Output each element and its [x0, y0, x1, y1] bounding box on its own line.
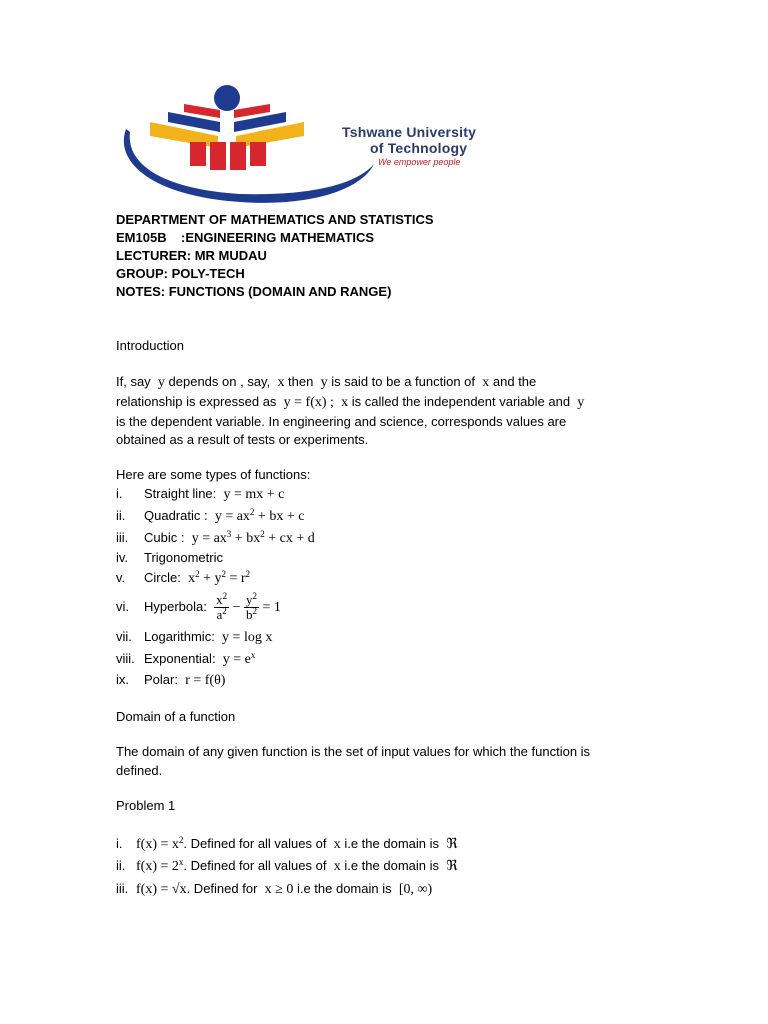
list-number: v.	[116, 570, 126, 585]
course-line: EM105B :ENGINEERING MATHEMATICS	[116, 230, 375, 245]
domain-value: [0, ∞)	[398, 882, 433, 897]
math-var: x	[333, 859, 341, 874]
introduction-heading: Introduction	[116, 338, 184, 353]
text-run: i.e the domain is	[293, 881, 396, 896]
type-item-logarithmic	[116, 627, 272, 647]
exponent: x	[250, 650, 256, 660]
domain-value: ℜ	[446, 859, 458, 874]
university-tagline: We empower people	[378, 157, 461, 167]
text-run: depends on , say,	[164, 374, 274, 389]
problem1-item-1	[116, 834, 458, 854]
function-eq	[136, 837, 183, 852]
type-label: Hyperbola:	[144, 599, 215, 614]
text-run: i.e the domain is	[340, 858, 443, 873]
exponent: 2	[252, 591, 257, 602]
math-var: x ≥ 0	[264, 882, 294, 897]
text-run: . Defined for	[186, 881, 262, 896]
text-run: i.e the domain is	[340, 836, 443, 851]
intro-paragraph-line1	[116, 372, 536, 392]
function-eq: f(x) = √x	[136, 882, 187, 897]
type-label: Quadratic :	[144, 508, 215, 523]
list-number: iv.	[116, 550, 129, 565]
list-number: i.	[116, 836, 123, 851]
type-item-circle	[116, 568, 250, 588]
type-item-exponential	[116, 649, 255, 669]
university-name-line1: Tshwane University	[342, 124, 477, 140]
exponent: 2	[222, 606, 227, 617]
department-line: DEPARTMENT OF MATHEMATICS AND STATISTICS	[116, 212, 434, 227]
text-run: and the	[492, 374, 537, 389]
university-name	[342, 124, 476, 156]
notes-title-line: NOTES: FUNCTIONS (DOMAIN AND RANGE)	[116, 284, 392, 299]
text-run: If, say	[116, 374, 155, 389]
types-heading: Here are some types of functions:	[116, 467, 311, 482]
denominator	[214, 608, 229, 622]
exponent: 2	[221, 569, 226, 579]
math-var: y	[157, 375, 165, 390]
math-var: x	[277, 375, 285, 390]
type-item-quadratic	[116, 506, 304, 526]
type-equation	[192, 531, 315, 546]
math-var: y	[320, 375, 328, 390]
exponent: 2	[245, 569, 251, 579]
type-label: Circle:	[144, 570, 189, 585]
text-run: . Defined for all values of	[183, 858, 331, 873]
type-label: Trigonometric	[144, 550, 223, 565]
text-run: relationship is expressed as	[116, 394, 281, 409]
type-label: Straight line:	[144, 486, 224, 501]
domain-definition-line2: defined.	[116, 763, 163, 778]
math-var: x	[216, 592, 223, 608]
logo-red-block-1	[190, 142, 206, 166]
math-var: x	[341, 395, 349, 410]
eq-part: = 1	[259, 600, 281, 615]
eq-part: y = e	[222, 652, 251, 667]
minus-sign: −	[229, 600, 244, 615]
type-equation	[215, 509, 305, 524]
type-item-cubic	[116, 528, 315, 548]
fraction-y2-over-b2	[244, 593, 259, 622]
exponent: 2	[260, 529, 265, 539]
intro-paragraph-line4: obtained as a result of tests or experiments.	[116, 432, 369, 447]
eq-part: = r	[225, 571, 246, 586]
type-equation: r = f(θ)	[185, 673, 226, 688]
eq-part: + bx	[231, 531, 261, 546]
math-var: b	[246, 607, 253, 623]
list-number: ii.	[116, 508, 126, 523]
university-name-line2: of Technology	[370, 140, 468, 156]
math-var: y	[577, 395, 585, 410]
math-var: x	[482, 375, 490, 390]
type-equation	[188, 571, 250, 586]
math-var: a	[216, 607, 223, 623]
exponent: 3	[226, 529, 232, 539]
logo-red-bar-left	[184, 104, 220, 118]
logo-head-dot	[214, 85, 240, 111]
exponent: 2	[249, 507, 255, 517]
eq-part: y = ax	[191, 531, 227, 546]
eq-part: f(x) = x	[136, 837, 179, 852]
list-number: vi.	[116, 599, 129, 614]
eq-part: y = ax	[214, 509, 250, 524]
fraction-x2-over-a2	[214, 593, 229, 622]
list-number: i.	[116, 486, 123, 501]
list-number: iii.	[116, 881, 129, 896]
logo-red-block-2	[210, 142, 226, 170]
math-var: y	[246, 592, 253, 608]
eq-part: + cx + d	[264, 531, 315, 546]
type-item-polar	[116, 670, 225, 690]
text-run: then	[284, 374, 317, 389]
list-number: vii.	[116, 629, 132, 644]
type-label: Cubic :	[144, 530, 192, 545]
type-label: Logarithmic:	[144, 629, 223, 644]
list-number: iii.	[116, 530, 129, 545]
logo-red-block-4	[250, 142, 266, 166]
domain-heading: Domain of a function	[116, 709, 236, 724]
text-run: is called the independent variable and	[348, 394, 574, 409]
eq-part: + bx + c	[254, 509, 305, 524]
exponent: 2	[178, 835, 184, 845]
logo-red-block-3	[230, 142, 246, 170]
eq-part: f(x) = 2	[136, 859, 179, 874]
problem1-heading: Problem 1	[116, 798, 176, 813]
list-number: viii.	[116, 651, 135, 666]
exponent: 2	[222, 591, 228, 602]
list-number: ii.	[116, 858, 126, 873]
tut-logo-graphic	[112, 84, 542, 209]
logo-red-bar-right	[234, 104, 270, 118]
exponent: 2	[195, 569, 200, 579]
problem1-item-3	[116, 879, 432, 899]
exponent: 2	[252, 606, 257, 617]
lecturer-line: LECTURER: MR MUDAU	[116, 248, 267, 263]
type-label: Exponential:	[144, 651, 223, 666]
type-item-straight-line	[116, 484, 284, 504]
exponent: x	[178, 857, 184, 867]
function-eq	[136, 859, 183, 874]
group-line: GROUP: POLY-TECH	[116, 266, 245, 281]
intro-paragraph-line2	[116, 392, 584, 412]
problem1-item-2	[116, 856, 458, 876]
type-label: Polar:	[144, 672, 186, 687]
math-var: x	[333, 837, 341, 852]
type-equation: y = mx + c	[223, 487, 285, 502]
eq-part: + y	[199, 571, 222, 586]
type-item-hyperbola	[116, 590, 281, 624]
intro-paragraph-line3: is the dependent variable. In engineering and science, corresponds values are	[116, 414, 567, 429]
type-equation	[223, 652, 256, 667]
list-number: ix.	[116, 672, 129, 687]
eq-part: x	[188, 571, 196, 586]
math-eq: y = f(x) ;	[283, 395, 334, 410]
text-run: . Defined for all values of	[183, 836, 331, 851]
denominator	[244, 608, 259, 622]
domain-definition-line1: The domain of any given function is the set of input values for which the function is	[116, 744, 591, 759]
type-item-trigonometric	[116, 548, 223, 567]
domain-value: ℜ	[446, 837, 458, 852]
text-run: is said to be a function of	[327, 374, 479, 389]
type-equation: y = log x	[222, 630, 273, 645]
